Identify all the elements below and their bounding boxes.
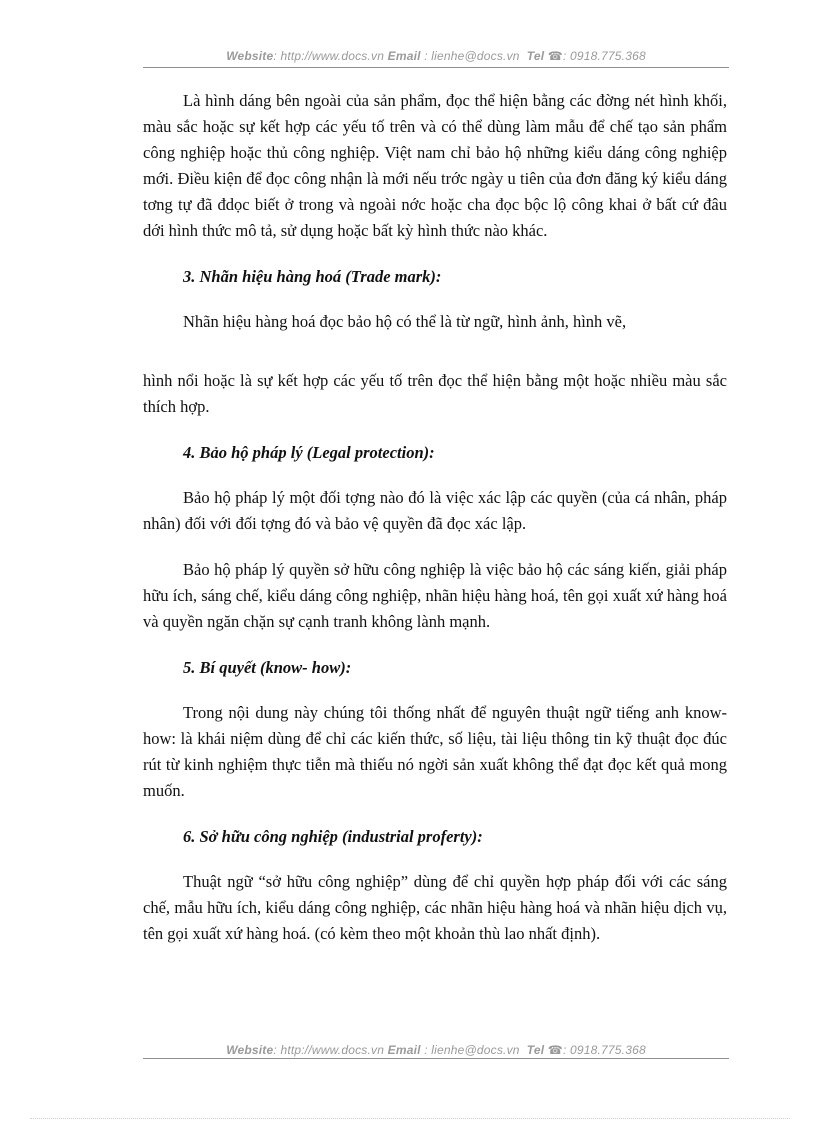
paragraph-legal-protection-2: Bảo hộ pháp lý quyền sở hữu công nghiệp là việc bảo hộ các sáng kiến, giải pháp hữu ích, sáng chế, kiểu dáng công nghiệp, nhãn hiệu hàng hoá, tên gọi xuất xứ hàng hoá và quyền ngăn chặn sự cạnh tranh không lành mạnh.: [143, 560, 727, 631]
heading-legal-protection: 4. Bảo hộ pháp lý (Legal protection):: [183, 443, 435, 462]
heading-know-how: 5. Bí quyết (know- how):: [183, 658, 352, 677]
heading-trade-mark: 3. Nhãn hiệu hàng hoá (Trade mark):: [183, 267, 442, 286]
phone-icon: ☎: [547, 49, 563, 63]
header-tel-value: : 0918.775.368: [562, 49, 646, 63]
paragraph-trade-mark-2: hình nổi hoặc là sự kết hợp các yếu tố trên đọc thể hiện bằng một hoặc nhiều màu sắc thích hợp.: [143, 371, 727, 416]
footer-website-label: Website: [226, 1043, 274, 1057]
header-tel-label: Tel: [526, 49, 545, 63]
paragraph-industrial-property: Thuật ngữ “sở hữu công nghiệp” dùng để chỉ quyền hợp pháp đối với các sáng chế, mẫu hữu ích, kiểu dáng công nghiệp, các nhãn hiệu hàng hoá và nhãn hiệu dịch vụ, tên gọi xuất xứ hàng hoá. (có kèm theo một khoản thù lao nhất định).: [143, 872, 727, 943]
footer-divider: [143, 1058, 729, 1059]
header-email-value: : lienhe@docs.vn: [424, 49, 520, 63]
page-footer: [143, 1043, 729, 1057]
phone-icon: ☎: [547, 1043, 563, 1057]
header-website-value: : http://www.docs.vn: [273, 49, 385, 63]
footer-email-label: Email: [387, 1043, 421, 1057]
paragraph-industrial-design: Là hình dáng bên ngoài của sản phẩm, đọc thể hiện bằng các đờng nét hình khối, màu sắc hoặc sự kết hợp các yếu tố trên và có thể dùng làm mẫu để chế tạo sản phẩm công nghiệp hoặc thủ công nghiệp. Việt nam chỉ bảo hộ những kiểu dáng công nghiệp mới. Điều kiện để đọc công nhận là mới nếu trớc ngày u tiên của đơn đăng ký kiểu dáng tơng tự đã đdọc biết ở trong và ngoài nớc hoặc cha đọc bộc lộ công khai ở bất cứ đâu dới hình thức mô tả, sử dụng hoặc bất kỳ hình thức nào khác.: [143, 91, 727, 240]
paragraph-know-how: Trong nội dung này chúng tôi thống nhất để nguyên thuật ngữ tiếng anh know- how: là khái niệm dùng để chỉ các kiến thức, số liệu, tài liệu thông tin kỹ thuật đọc đúc rút từ kinh nghiệm thực tiễn mà thiếu nó ngời sản xuất không thể đạt đọc kết quả mong muốn.: [143, 703, 727, 800]
header-divider: [143, 67, 729, 68]
heading-industrial-property: 6. Sở hữu công nghiệp (industrial proferty):: [183, 827, 483, 846]
paragraph-legal-protection-1: Bảo hộ pháp lý một đối tợng nào đó là việc xác lập các quyền (của cá nhân, pháp nhân) đối với đối tợng đó và bảo vệ quyền đã đọc xác lập.: [143, 488, 727, 533]
header-email-label: Email: [387, 49, 421, 63]
document-body: [143, 88, 727, 947]
footer-tel-value: : 0918.775.368: [562, 1043, 646, 1057]
footer-tel-label: Tel: [526, 1043, 545, 1057]
page-header: [143, 49, 729, 63]
header-website-label: Website: [226, 49, 274, 63]
paragraph-trade-mark-1: Nhãn hiệu hàng hoá đọc bảo hộ có thể là từ ngữ, hình ảnh, hình vẽ,: [183, 312, 627, 331]
footer-website-value: : http://www.docs.vn: [273, 1043, 385, 1057]
page-bottom-border: [30, 1118, 790, 1119]
footer-email-value: : lienhe@docs.vn: [424, 1043, 520, 1057]
